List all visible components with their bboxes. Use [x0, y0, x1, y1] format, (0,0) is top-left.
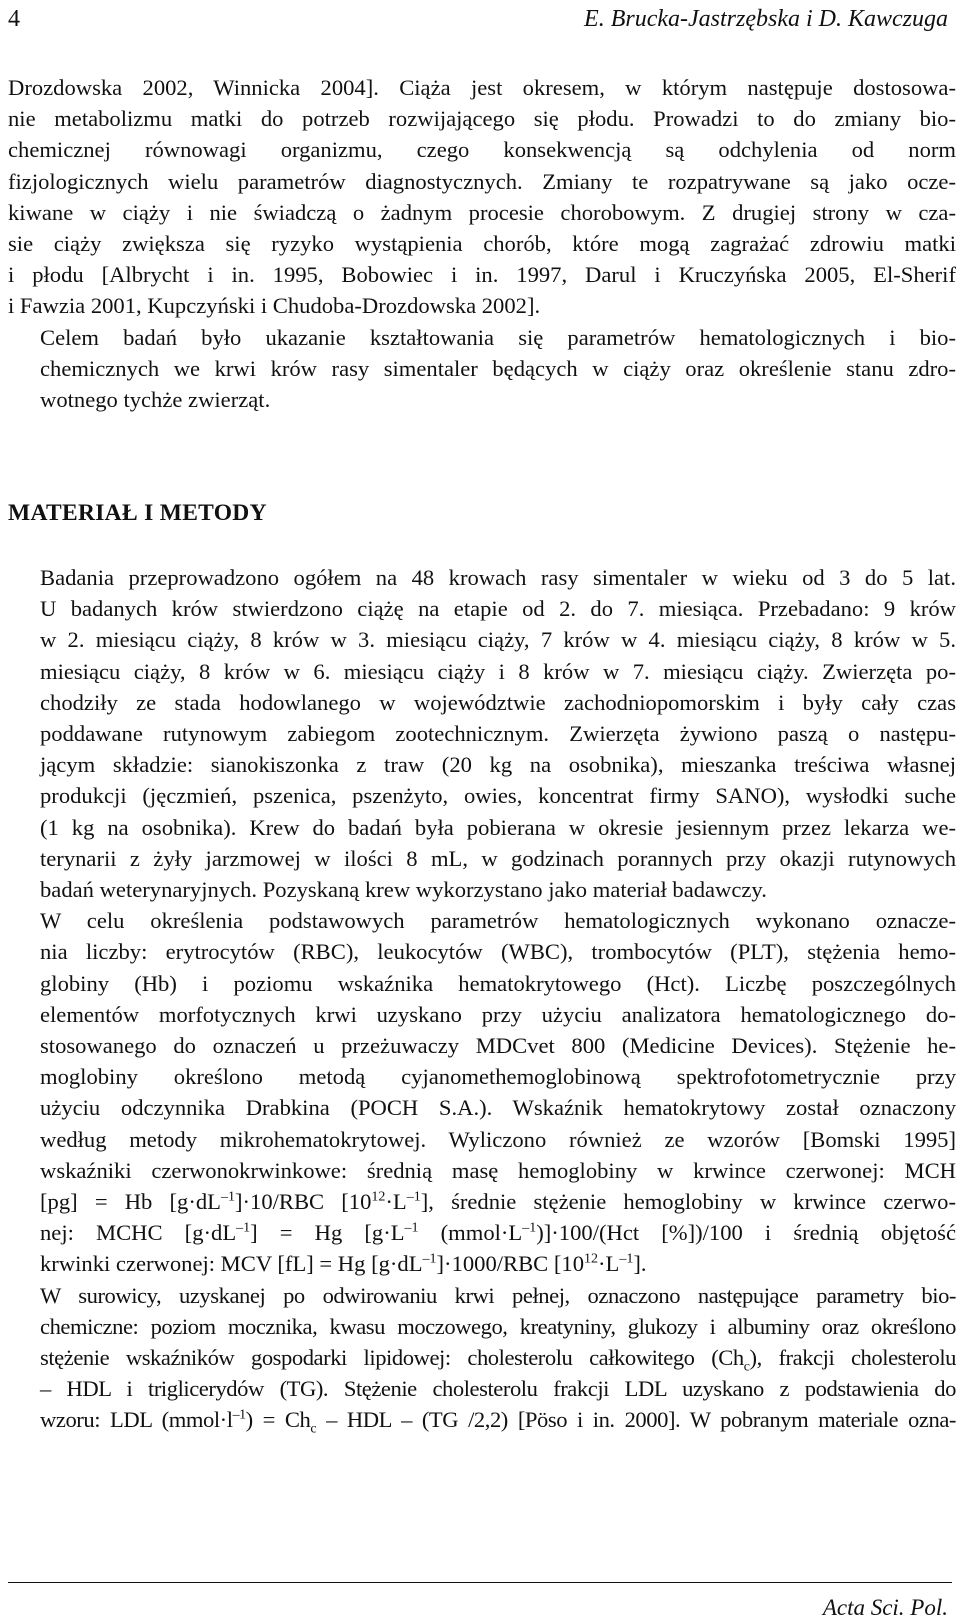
text-line: terynarii z żyły jarzmowej w ilości 8 mL, w godzinach porannych przy okazji rutynowych [40, 845, 956, 871]
text-line: według metody mikrohematokrytowej. Wyliczono również ze wzorów [Bomski 1995] [40, 1126, 956, 1152]
text-line: Drozdowska 2002, Winnicka 2004]. Ciąża jest okresem, w którym następuje dostosowa- [8, 75, 956, 100]
text-line: wotnego tychże zwierząt. [40, 387, 271, 413]
text-line: nia liczby: erytrocytów (RBC), leukocytów (WBC), trombocytów (PLT), stężenia hemo- [40, 939, 956, 965]
formula-line-cholesterol [8, 1342, 956, 1373]
subscript: c [310, 1422, 317, 1437]
text-run: ) = Ch [245, 1407, 311, 1433]
text-line: produkcji (jęczmień, pszenica, pszenżyto, owies, koncentrat firmy SANO), wysłodki suche [40, 783, 956, 809]
intro-paragraph-2 [8, 322, 956, 416]
superscript: –1 [236, 1220, 251, 1236]
text-line: chodziły ze stada hodowlanego w województwie zachodniopomorskim i były cały czas [40, 689, 956, 715]
text-run: [pg] = Hb [g·dL [40, 1189, 221, 1215]
text-run: – HDL – (TG /2,2) [Pöso i in. 2000]. W pobranym materiale ozna- [316, 1407, 956, 1433]
text-line: (1 kg na osobnika). Krew do badań była pobierana w okresie jesiennym przez lekarza we- [40, 814, 956, 840]
superscript: –1 [619, 1251, 634, 1267]
text-line: badań weterynaryjnych. Pozyskaną krew wykorzystano jako materiał badawczy. [40, 877, 767, 903]
text-run: ]·10/RBC [10 [234, 1189, 372, 1215]
superscript: –1 [220, 1189, 235, 1205]
text-line: – HDL i triglicerydów (TG). Stężenie cholesterolu frakcji LDL uzyskano z podstawienia do [40, 1376, 956, 1402]
methods-text [8, 562, 956, 1436]
text-line: W surowicy, uzyskanej po odwirowaniu krwi pełnej, oznaczono następujące parametry bio- [40, 1282, 956, 1308]
text-line: Celem badań było ukazanie kształtowania się parametrów hematologicznych i bio- [40, 324, 956, 350]
text-run: ], średnie stężenie hemoglobiny w krwince czerwo- [420, 1189, 956, 1215]
text-line: fizjologicznych wielu parametrów diagnostycznych. Zmiany te rozpatrywane są jako ocze- [8, 168, 956, 194]
text-line: chemicznej równowagi organizmu, czego konsekwencją są odchylenia od norm [8, 137, 956, 163]
methods-paragraph-1 [8, 562, 956, 905]
methods-paragraph-3 [8, 1280, 956, 1436]
text-line: Badania przeprowadzono ogółem na 48 krowach rasy simentaler w wieku od 3 do 5 lat. [40, 565, 956, 590]
superscript: –1 [406, 1189, 421, 1205]
text-run: ·L [385, 1189, 407, 1215]
running-head: E. Brucka-Jastrzębska i D. Kawczuga [584, 6, 948, 32]
superscript: –1 [422, 1251, 437, 1267]
text-run: krwinki czerwonej: MCV [fL] = Hg [g·dL [40, 1251, 423, 1277]
text-run: (mmol·L [418, 1220, 523, 1246]
text-line: użyciu odczynnika Drabkina (POCH S.A.). Wskaźnik hematokrytowy został oznaczony [40, 1095, 956, 1121]
text-run: ] = Hg [g·L [250, 1220, 405, 1246]
intro-text [8, 72, 956, 415]
text-line: U badanych krów stwierdzono ciążę na etapie od 2. do 7. miesiąca. Przebadano: 9 krów [40, 596, 956, 622]
text-line: kiwane w ciąży i nie świadczą o żadnym procesie chorobowym. Z drugiej strony w cza- [8, 199, 956, 225]
formula-line-mcv [8, 1248, 956, 1279]
text-run: ]. [633, 1251, 647, 1277]
text-line: W celu określenia podstawowych parametrów hematologicznych wykonano oznacze- [40, 908, 956, 934]
superscript: –1 [232, 1407, 246, 1423]
section-heading: MATERIAŁ I METODY [8, 500, 267, 526]
text-line: wskaźniki czerwonokrwinkowe: średnią masę hemoglobiny w krwince czerwonej: MCH [40, 1157, 956, 1183]
text-line: i płodu [Albrycht i in. 1995, Bobowiec i in. 1997, Darul i Kruczyńska 2005, El-Sherif [8, 262, 956, 288]
formula-line-ldl [8, 1404, 956, 1435]
text-line: poddawane rutynowym zabiegom zootechnicznym. Zwierzęta żywiono paszą o następu- [40, 721, 956, 747]
formula-line-mch [8, 1186, 956, 1217]
text-line: chemicznych we krwi krów rasy simentaler będących w ciąży oraz określenie stanu zdro- [40, 355, 956, 381]
page-number: 4 [8, 6, 20, 32]
footer-journal: Acta Sci. Pol. [822, 1595, 948, 1620]
text-run: )]·100/(Hct [%])/100 i średnią objętość [536, 1220, 956, 1246]
text-line: stosowanego do oznaczeń u przeżuwaczy MDCvet 800 (Medicine Devices). Stężenie he- [40, 1033, 956, 1059]
text-line: nie metabolizmu matki do potrzeb rozwijającego się płodu. Prowadzi to do zmiany bio- [8, 106, 956, 132]
formula-line-mchc [8, 1217, 956, 1248]
superscript: 12 [584, 1251, 599, 1267]
superscript: 12 [371, 1189, 386, 1205]
text-line: globiny (Hb) i poziomu wskaźnika hematokrytowego (Hct). Liczbę poszczególnych [40, 970, 956, 996]
text-run: nej: MCHC [g·dL [40, 1220, 237, 1246]
subscript: c [743, 1359, 750, 1375]
text-line: sie ciąży zwiększa się ryzyko wystąpienia chorób, które mogą zagrażać zdrowiu matki [8, 231, 956, 257]
text-line: moglobiny określono metodą cyjanomethemoglobinową spektrofotometrycznie przy [40, 1064, 956, 1090]
text-line: miesiącu ciąży, 8 krów w 6. miesiącu ciąży i 8 krów w 7. miesiącu ciąży. Zwierzęta po- [40, 658, 956, 684]
text-run: stężenie wskaźników gospodarki lipidowej: cholesterolu całkowitego (Ch [40, 1345, 744, 1371]
text-line: w 2. miesiącu ciąży, 8 krów w 3. miesiącu ciąży, 7 krów w 4. miesiącu ciąży, 8 krów w 5. [40, 627, 956, 653]
text-line: jącym składzie: sianokiszonka z traw (20 kg na osobnika), mieszanka treściwa własnej [40, 752, 956, 778]
text-line: chemiczne: poziom mocznika, kwasu moczowego, kreatyniny, glukozy i albuminy oraz określono [40, 1313, 956, 1339]
text-run: ·L [598, 1251, 620, 1277]
text-run: wzoru: LDL (mmol·l [40, 1407, 233, 1433]
footer-rule [8, 1582, 952, 1583]
intro-paragraph-1 [8, 72, 956, 322]
text-run: ), frakcji cholesterolu [749, 1345, 956, 1371]
superscript: –1 [522, 1220, 537, 1236]
superscript: –1 [404, 1220, 419, 1236]
methods-paragraph-2 [8, 905, 956, 1279]
text-line: i Fawzia 2001, Kupczyński i Chudoba-Drozdowska 2002]. [8, 293, 541, 319]
text-line: elementów morfotycznych krwi uzyskano przy użyciu analizatora hematologicznego do- [40, 1001, 956, 1027]
text-run: ]·1000/RBC [10 [436, 1251, 585, 1277]
